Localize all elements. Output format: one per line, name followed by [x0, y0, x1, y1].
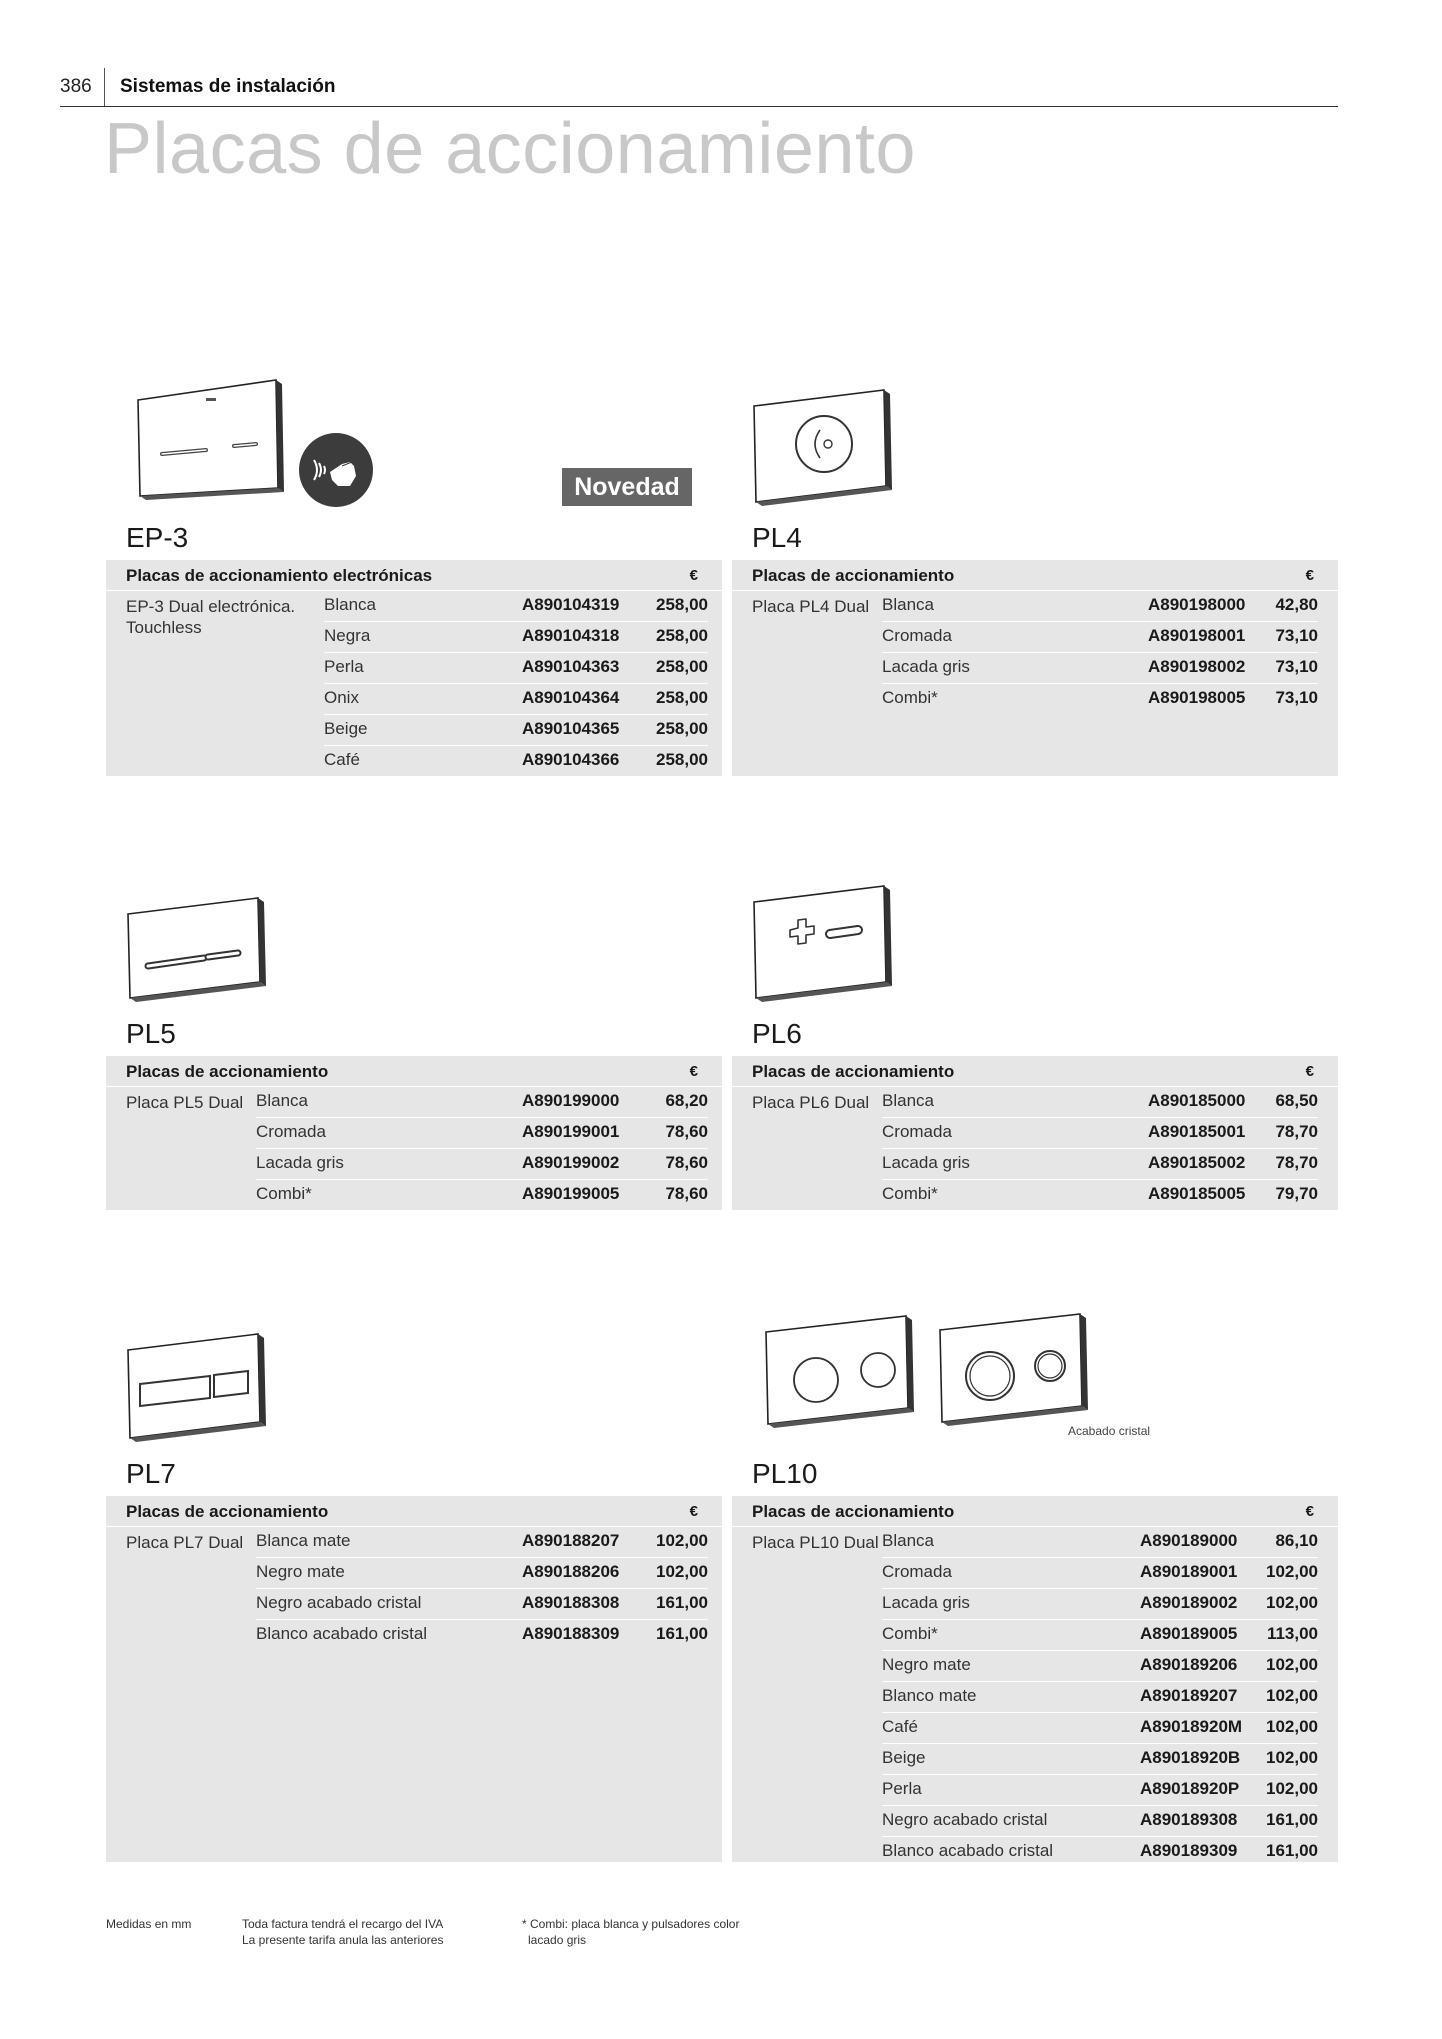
code-cell: A890104366 — [522, 750, 620, 769]
code-cell: A890189001 — [1140, 1562, 1238, 1581]
table-row — [882, 621, 1318, 653]
code-cell: A89018920M — [1140, 1717, 1243, 1736]
table-row — [882, 1805, 1318, 1837]
product-name-ep3: EP-3 — [126, 522, 189, 553]
finish-cell: Blanca — [882, 1091, 934, 1110]
table-row — [324, 621, 708, 653]
product-description: EP-3 Dual electrónica. Touchless — [126, 597, 296, 637]
price-cell: 68,20 — [665, 1091, 708, 1110]
table-header-label: Placas de accionamiento electrónicas — [126, 566, 433, 585]
code-cell: A890199005 — [522, 1184, 620, 1203]
finish-cell: Lacada gris — [882, 657, 970, 676]
table-header — [732, 1496, 1338, 1527]
finish-cell: Perla — [324, 657, 364, 676]
price-cell: 102,00 — [1266, 1655, 1318, 1674]
finish-cell: Combi* — [882, 1624, 938, 1643]
table-row — [882, 1619, 1318, 1651]
finish-cell: Negra — [324, 626, 371, 645]
table-header-label: Placas de accionamiento — [126, 1062, 329, 1081]
price-cell: 258,00 — [656, 750, 708, 769]
code-cell: A890104365 — [522, 719, 620, 738]
product-name-pl10: PL10 — [752, 1458, 818, 1489]
code-cell: A890198005 — [1148, 688, 1246, 707]
product-name-pl6: PL6 — [752, 1018, 802, 1049]
footer-tax-line-2: La presente tarifa anula las anteriores — [242, 1933, 444, 1947]
code-cell: A890185005 — [1148, 1184, 1246, 1203]
price-cell: 73,10 — [1275, 688, 1318, 707]
price-cell: 258,00 — [656, 626, 708, 645]
currency-label: € — [1305, 567, 1314, 584]
table-row — [324, 714, 708, 746]
price-cell: 78,60 — [665, 1122, 708, 1141]
finish-cell: Blanca — [882, 595, 934, 614]
page-title: Placas de accionamiento — [104, 109, 916, 189]
table-row — [256, 1588, 708, 1620]
pl6-price-table — [732, 1056, 1338, 1210]
code-cell: A890188206 — [522, 1562, 620, 1581]
pl10-glass-plate-illustration — [936, 1310, 1094, 1434]
price-cell: 86,10 — [1275, 1531, 1318, 1550]
code-cell: A890189002 — [1140, 1593, 1238, 1612]
table-row — [256, 1526, 708, 1558]
code-cell: A890188207 — [522, 1531, 620, 1550]
table-row — [256, 1619, 708, 1650]
finish-cell: Cromada — [882, 1122, 952, 1141]
code-cell: A890188309 — [522, 1624, 620, 1643]
table-row — [324, 590, 708, 622]
pl10-price-table — [732, 1496, 1338, 1862]
table-row — [882, 1681, 1318, 1713]
table-header — [106, 1496, 722, 1527]
product-name-pl4: PL4 — [752, 522, 802, 553]
currency-label: € — [689, 1063, 698, 1080]
product-description: Placa PL5 Dual — [126, 1093, 244, 1112]
pl4-price-table — [732, 560, 1338, 776]
finish-cell: Blanco acabado cristal — [882, 1841, 1054, 1860]
price-cell: 258,00 — [656, 719, 708, 738]
table-row — [256, 1179, 708, 1210]
finish-cell: Blanca — [882, 1531, 934, 1550]
table-header — [106, 560, 722, 591]
table-row — [882, 1774, 1318, 1806]
pl7-plate-illustration — [124, 1330, 274, 1448]
table-header-label: Placas de accionamiento — [126, 1502, 329, 1521]
code-cell: A890189207 — [1140, 1686, 1238, 1705]
table-header — [732, 1056, 1338, 1087]
footer-measures: Medidas en mm — [106, 1917, 192, 1931]
code-cell: A890104319 — [522, 595, 620, 614]
finish-cell: Negro mate — [882, 1655, 971, 1674]
price-cell: 102,00 — [1266, 1717, 1318, 1736]
finish-cell: Negro acabado cristal — [256, 1593, 422, 1612]
price-cell: 102,00 — [1266, 1779, 1318, 1798]
currency-label: € — [1305, 1503, 1314, 1520]
table-row — [882, 1179, 1318, 1210]
table-header-label: Placas de accionamiento — [752, 1502, 955, 1521]
finish-cell: Cromada — [882, 1562, 952, 1581]
table-row — [256, 1117, 708, 1149]
finish-cell: Blanca — [324, 595, 376, 614]
code-cell: A890189308 — [1140, 1810, 1238, 1829]
product-name-pl5: PL5 — [126, 1018, 176, 1049]
finish-cell: Lacada gris — [256, 1153, 344, 1172]
code-cell: A890104364 — [522, 688, 620, 707]
price-cell: 73,10 — [1275, 657, 1318, 676]
table-row — [882, 590, 1318, 622]
finish-cell: Cromada — [882, 626, 952, 645]
acabado-cristal-caption: Acabado cristal — [1068, 1424, 1151, 1438]
table-header-label: Placas de accionamiento — [752, 566, 955, 585]
price-cell: 161,00 — [656, 1624, 708, 1643]
finish-cell: Perla — [882, 1779, 922, 1798]
price-cell: 102,00 — [656, 1531, 708, 1550]
footer-tax-line-1: Toda factura tendrá el recargo del IVA — [242, 1917, 444, 1931]
price-cell: 258,00 — [656, 595, 708, 614]
code-cell: A890198002 — [1148, 657, 1246, 676]
table-row — [256, 1557, 708, 1589]
finish-cell: Lacada gris — [882, 1593, 970, 1612]
price-cell: 73,10 — [1275, 626, 1318, 645]
footer-combi-line-2: lacado gris — [528, 1933, 587, 1947]
price-cell: 79,70 — [1275, 1184, 1318, 1203]
finish-cell: Combi* — [256, 1184, 312, 1203]
price-cell: 78,60 — [665, 1153, 708, 1172]
finish-cell: Negro mate — [256, 1562, 345, 1581]
table-row — [882, 1117, 1318, 1149]
table-row — [324, 683, 708, 715]
finish-cell: Beige — [324, 719, 368, 738]
header-divider — [104, 68, 105, 106]
price-cell: 258,00 — [656, 688, 708, 707]
code-cell: A890199000 — [522, 1091, 620, 1110]
table-row — [256, 1086, 708, 1118]
table-row — [882, 1588, 1318, 1620]
table-row — [324, 745, 708, 776]
table-row — [882, 1712, 1318, 1744]
ep3-price-table — [106, 560, 722, 776]
finish-cell: Combi* — [882, 688, 938, 707]
finish-cell: Onix — [324, 688, 359, 707]
code-cell: A890189000 — [1140, 1531, 1238, 1550]
table-row — [882, 683, 1318, 714]
table-row — [256, 1148, 708, 1180]
table-row — [882, 652, 1318, 684]
price-cell: 102,00 — [656, 1562, 708, 1581]
touchless-icon — [298, 432, 378, 512]
currency-label: € — [1305, 1063, 1314, 1080]
code-cell: A890198000 — [1148, 595, 1246, 614]
finish-cell: Negro acabado cristal — [882, 1810, 1048, 1829]
product-name-pl7: PL7 — [126, 1458, 176, 1489]
pl5-price-table — [106, 1056, 722, 1210]
pl7-price-table — [106, 1496, 722, 1862]
price-cell: 161,00 — [656, 1593, 708, 1612]
table-header — [732, 560, 1338, 591]
finish-cell: Blanca mate — [256, 1531, 351, 1550]
table-row — [882, 1148, 1318, 1180]
pl4-plate-illustration — [750, 386, 900, 510]
table-header — [106, 1056, 722, 1087]
table-row — [882, 1650, 1318, 1682]
table-row — [324, 652, 708, 684]
finish-cell: Blanca — [256, 1091, 308, 1110]
product-description: Placa PL7 Dual — [126, 1533, 244, 1552]
finish-cell: Blanco mate — [882, 1686, 977, 1705]
table-row — [882, 1526, 1318, 1558]
finish-cell: Cromada — [256, 1122, 326, 1141]
price-cell: 161,00 — [1266, 1810, 1318, 1829]
code-cell: A890104363 — [522, 657, 620, 676]
code-cell: A890185002 — [1148, 1153, 1246, 1172]
price-cell: 161,00 — [1266, 1841, 1318, 1860]
code-cell: A890185000 — [1148, 1091, 1246, 1110]
product-description: Placa PL6 Dual — [752, 1093, 870, 1112]
price-cell: 68,50 — [1275, 1091, 1318, 1110]
table-row — [882, 1836, 1318, 1867]
pl5-plate-illustration — [124, 894, 274, 1008]
price-cell: 102,00 — [1266, 1593, 1318, 1612]
code-cell: A890189005 — [1140, 1624, 1238, 1643]
product-description: Placa PL10 Dual — [752, 1533, 879, 1552]
code-cell: A890189206 — [1140, 1655, 1238, 1674]
finish-cell: Lacada gris — [882, 1153, 970, 1172]
currency-label: € — [689, 1503, 698, 1520]
price-cell: 102,00 — [1266, 1562, 1318, 1581]
price-cell: 78,70 — [1275, 1122, 1318, 1141]
product-description: Placa PL4 Dual — [752, 597, 870, 616]
novedad-badge: Novedad — [562, 468, 692, 506]
section-title: Sistemas de instalación — [120, 76, 336, 97]
finish-cell: Combi* — [882, 1184, 938, 1203]
finish-cell: Blanco acabado cristal — [256, 1624, 428, 1643]
table-row — [882, 1743, 1318, 1775]
code-cell: A890199001 — [522, 1122, 620, 1141]
page-number: 386 — [60, 76, 92, 97]
code-cell: A890189309 — [1140, 1841, 1238, 1860]
price-cell: 102,00 — [1266, 1748, 1318, 1767]
code-cell: A890104318 — [522, 626, 620, 645]
code-cell: A89018920P — [1140, 1779, 1240, 1798]
footer-combi-line-1: * Combi: placa blanca y pulsadores color — [522, 1917, 740, 1931]
finish-cell: Café — [882, 1717, 918, 1736]
code-cell: A890198001 — [1148, 626, 1246, 645]
code-cell: A890185001 — [1148, 1122, 1246, 1141]
pl10-plate-illustration — [762, 1312, 920, 1436]
table-row — [882, 1557, 1318, 1589]
price-cell: 102,00 — [1266, 1686, 1318, 1705]
table-header-label: Placas de accionamiento — [752, 1062, 955, 1081]
price-cell: 78,60 — [665, 1184, 708, 1203]
price-cell: 42,80 — [1275, 595, 1318, 614]
currency-label: € — [689, 567, 698, 584]
price-cell: 258,00 — [656, 657, 708, 676]
code-cell: A890199002 — [522, 1153, 620, 1172]
code-cell: A890188308 — [522, 1593, 620, 1612]
code-cell: A89018920B — [1140, 1748, 1241, 1767]
price-cell: 113,00 — [1266, 1624, 1318, 1643]
finish-cell: Beige — [882, 1748, 926, 1767]
pl6-plate-illustration — [750, 882, 900, 1006]
table-row — [882, 1086, 1318, 1118]
finish-cell: Café — [324, 750, 360, 769]
price-cell: 78,70 — [1275, 1153, 1318, 1172]
